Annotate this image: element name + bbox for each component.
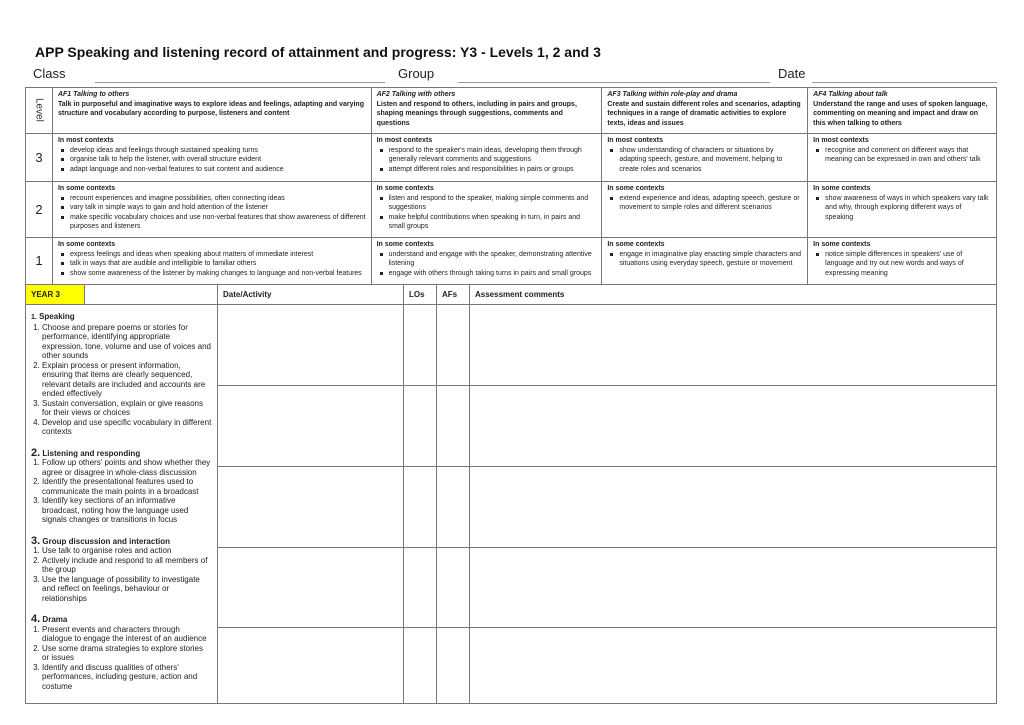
level-header [26, 88, 53, 134]
descriptor-cell [52, 238, 371, 285]
class-field[interactable] [95, 82, 385, 83]
descriptor-item: express feelings and ideas when speaking about matters of immediate interest [70, 250, 366, 260]
af-title: AF3 Talking within role-play and drama [607, 91, 738, 98]
objective-item: 3. Use the language of possibility to investigate and reflect on feelings, behaviour or relationships [42, 575, 212, 604]
context-label: In some contexts [57, 241, 116, 248]
descriptor-cell [602, 238, 808, 285]
descriptor-item: understand and engage with the speaker, demonstrating attentive listening [389, 250, 597, 269]
level-number: 3 [26, 134, 53, 182]
column-header: Date/Activity [218, 285, 404, 305]
los-cell[interactable] [404, 628, 437, 704]
objective-item: 3. Sustain conversation, explain or give reasons for their views or choices [42, 399, 212, 418]
los-cell[interactable] [404, 547, 437, 627]
class-label: Class [33, 66, 66, 81]
descriptor-list [607, 250, 802, 269]
descriptor-item: adapt language and non-verbal features to suit content and audience [70, 165, 366, 175]
date-field[interactable] [812, 82, 997, 83]
af-header [52, 88, 371, 134]
record-row [26, 305, 997, 386]
objective-list [31, 625, 212, 692]
afs-cell[interactable] [437, 547, 470, 627]
descriptor-list [377, 250, 597, 279]
afs-cell[interactable] [437, 386, 470, 466]
level-header-text: Level [33, 98, 45, 123]
descriptor-list [58, 146, 366, 175]
column-header: LOs [404, 285, 437, 305]
descriptor-item: recognise and comment on different ways that meaning can be expressed in own and others' talk [825, 146, 991, 165]
context-label: In some contexts [376, 241, 434, 248]
objective-item: 3. Identify and discuss qualities of others' performances, including gesture, action and costume [42, 663, 212, 692]
date-activity-cell[interactable] [218, 628, 404, 704]
descriptor-item: make specific vocabulary choices and use non-verbal features that show awareness of different purposes and listeners [69, 213, 366, 230]
date-activity-cell[interactable] [218, 386, 404, 466]
objective-item: 1. Choose and prepare poems or stories for performance, identifying appropriate expression, tone, volume and use of voices and other sounds [42, 323, 212, 361]
group-field[interactable] [458, 82, 770, 83]
section-title: Speaking [39, 312, 75, 321]
descriptor-item: attempt different roles and responsibilities in pairs or groups [389, 165, 597, 175]
level-row [26, 182, 997, 238]
descriptor-item: engage with others through taking turns in pairs and small groups [389, 269, 597, 279]
assessment-comments-cell[interactable] [470, 466, 997, 547]
section-number: 3. [31, 534, 41, 547]
objective-item: 1. Follow up others' points and show whether they agree or disagree in whole-class discussion [42, 458, 212, 477]
descriptor-cell [602, 182, 808, 238]
af-desc: Talk in purposeful and imaginative ways to explore ideas and feelings, adapting and varying structure and vocabulary according to purpose, listeners and content [57, 100, 364, 117]
date-activity-cell[interactable] [218, 466, 404, 547]
objective-list [31, 323, 212, 437]
descriptor-cell [52, 134, 371, 182]
objective-item: 2. Identify the presentational features used to communicate the main points in a broadcast [42, 477, 212, 496]
section-title: Drama [42, 615, 68, 624]
descriptor-list [377, 194, 597, 232]
descriptor-cell [371, 182, 602, 238]
descriptor-list [607, 194, 802, 213]
context-label: In some contexts [813, 185, 871, 192]
assessment-comments-cell[interactable] [470, 628, 997, 704]
afs-cell[interactable] [437, 466, 470, 547]
context-label: In some contexts [607, 241, 665, 248]
year-header-row [26, 285, 997, 305]
descriptor-item: engage in imaginative play enacting simple characters and situations using everyday speech, gesture or movement [619, 250, 802, 267]
assessment-comments-cell[interactable] [470, 305, 997, 386]
descriptor-item: show understanding of characters or situations by adapting speech, gesture, and movement, helping to create roles and scenarios [619, 146, 802, 175]
context-label: In some contexts [57, 185, 116, 192]
descriptor-item: make helpful contributions when speaking in turn, in pairs and small groups [389, 213, 597, 232]
assessment-comments-cell[interactable] [470, 547, 997, 627]
column-header: AFs [437, 285, 470, 305]
context-label: In most contexts [813, 137, 869, 144]
context-label: In some contexts [376, 185, 434, 192]
descriptor-item: listen and respond to the speaker, making simple comments and suggestions [389, 194, 597, 213]
assessment-comments-cell[interactable] [470, 386, 997, 466]
af-header-row [26, 88, 997, 134]
section-title: Group discussion and interaction [42, 536, 170, 546]
af-title: AF4 Talking about talk [813, 91, 888, 98]
objective-item: 2. Use some drama strategies to explore stories or issues [42, 644, 212, 663]
descriptor-list [813, 146, 991, 165]
objective-item: 3. Identify key sections of an informative broadcast, noting how the language used signals changes or transitions in focus [42, 496, 212, 525]
descriptor-list [607, 146, 802, 175]
afs-cell[interactable] [437, 305, 470, 386]
objective-section-heading [31, 312, 212, 323]
afs-cell[interactable] [437, 628, 470, 704]
los-cell[interactable] [404, 305, 437, 386]
af-title: AF1 Talking to others [57, 91, 130, 98]
descriptor-item: show some awareness of the listener by making changes to language and non-verbal features [70, 269, 366, 279]
af-desc: Create and sustain different roles and scenarios, adapting techniques in a range of dramatic activities to explore texts, ideas and issues [607, 100, 801, 127]
objective-item: 1. Use talk to organise roles and action [42, 546, 212, 556]
date-activity-cell[interactable] [218, 305, 404, 386]
af-desc: Listen and respond to others, including in pairs and groups, shaping meanings through suggestions, comments and questions [376, 100, 577, 127]
af-header [371, 88, 602, 134]
objective-list [31, 458, 212, 525]
descriptor-cell [808, 182, 997, 238]
descriptor-item: respond to the speaker's main ideas, developing them through generally relevant comments and suggestions [389, 146, 597, 165]
descriptor-list [813, 250, 991, 279]
context-label: In most contexts [607, 137, 663, 144]
descriptor-cell [602, 134, 808, 182]
descriptor-cell [808, 238, 997, 285]
descriptor-list [813, 194, 991, 223]
context-label: In most contexts [57, 137, 114, 144]
descriptor-item: develop ideas and feelings through sustained speaking turns [70, 146, 366, 156]
descriptor-item: organise talk to help the listener, with overall structure evident [70, 155, 366, 165]
descriptor-item: extend experience and ideas, adapting speech, gesture or movement to simple roles and different scenarios [619, 194, 802, 213]
af-title: AF2 Talking with others [376, 91, 456, 98]
descriptor-item: show awareness of ways in which speakers vary talk and why, through exploring different ways of speaking [825, 194, 991, 223]
section-title: Listening and responding [42, 448, 141, 458]
objective-section-heading [31, 446, 212, 459]
af-header [808, 88, 997, 134]
descriptor-cell [808, 134, 997, 182]
section-number: 1. [31, 314, 37, 321]
descriptor-item: vary talk in simple ways to gain and hold attention of the listener [70, 203, 366, 213]
descriptor-list [377, 146, 597, 175]
objective-section-heading [31, 615, 212, 625]
year-label: YEAR 3 [26, 285, 85, 305]
af-header [602, 88, 808, 134]
context-label: In most contexts [376, 137, 433, 144]
descriptor-item: recount experiences and imagine possibilities, often connecting ideas [70, 194, 366, 204]
af-desc: Understand the range and uses of spoken language, commenting on meaning and impact and draw on this when talking to others [813, 100, 988, 127]
objectives-cell [26, 305, 218, 704]
level-number: 1 [26, 238, 53, 285]
blank-header [85, 285, 218, 305]
date-activity-cell[interactable] [218, 547, 404, 627]
level-row [26, 238, 997, 285]
descriptor-list [58, 194, 366, 232]
descriptor-cell [52, 182, 371, 238]
page-title: APP Speaking and listening record of attainment and progress: Y3 - Levels 1, 2 and 3 [35, 44, 601, 60]
descriptor-cell [371, 238, 602, 285]
context-label: In some contexts [607, 185, 665, 192]
levels-table [25, 87, 997, 285]
level-number: 2 [26, 182, 53, 238]
year-table [25, 284, 997, 704]
objective-item: 2. Actively include and respond to all members of the group [42, 556, 212, 575]
objective-item: 2. Explain process or present information, ensuring that items are clearly sequenced, relevant details are included and accounts are ended effectively [42, 361, 212, 399]
group-label: Group [398, 66, 435, 81]
date-label: Date [778, 66, 806, 81]
los-cell[interactable] [404, 466, 437, 547]
descriptor-item: talk in ways that are audible and intelligible to familiar others [70, 259, 366, 269]
descriptor-item: notice simple differences in speakers' use of language and try out new words and ways of expressing meaning [825, 250, 991, 279]
objective-section-heading [31, 534, 212, 547]
objective-item: 4. Develop and use specific vocabulary in different contexts [42, 418, 212, 437]
context-label: In some contexts [813, 241, 871, 248]
objective-item: 1. Present events and characters through dialogue to engage the interest of an audience [42, 625, 212, 644]
descriptor-list [58, 250, 366, 279]
level-row [26, 134, 997, 182]
column-header: Assessment comments [470, 285, 997, 305]
section-number: 2. [31, 446, 41, 459]
section-number: 4. [31, 613, 41, 625]
objective-list [31, 546, 212, 603]
descriptor-cell [371, 134, 602, 182]
los-cell[interactable] [404, 386, 437, 466]
